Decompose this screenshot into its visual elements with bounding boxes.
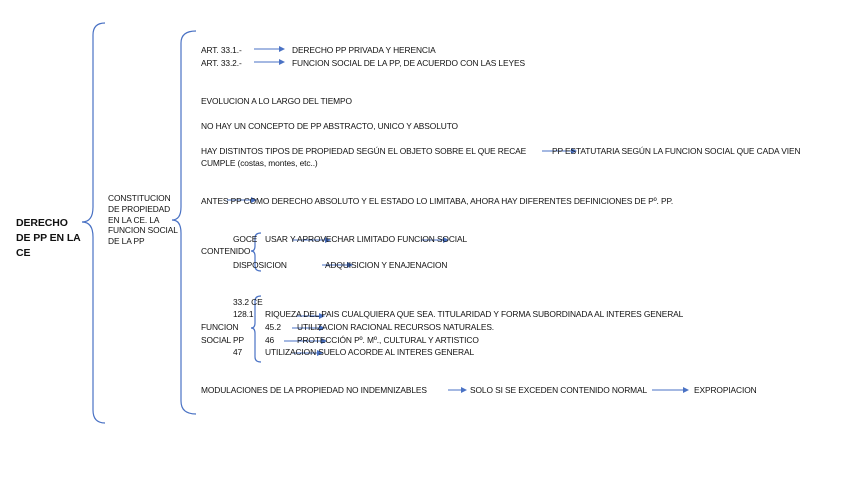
art-332-label: ART. 33.2.- [201,58,242,68]
funcion-text: PROTECCIÓN Pº. Mº., CULTURAL Y ARTISTICO [297,335,479,345]
cumple-text: CUMPLE (costas, montes, etc..) [201,158,318,168]
contenido-label: CONTENIDO [201,246,251,256]
funcion-text: UTILIZACION SUELO ACORDE AL INTERES GENERAL [265,347,475,357]
art-331-label: ART. 33.1.- [201,45,242,55]
antes-text: ANTES PP COMO DERECHO ABSOLUTO Y EL ESTADO LO LIMITABA, AHORA HAY DIFERENTES DEFINICIONES DE Pº. PP. [201,196,674,206]
solo-si-text: SOLO SI SE EXCEDEN CONTENIDO NORMAL [470,385,648,395]
expropiacion-text: EXPROPIACION [694,385,757,395]
disposicion-text: ADQUISICION Y ENAJENACION [325,260,448,270]
funcion-label-2: SOCIAL PP [201,335,245,345]
funcion-num: 128.1 [233,309,254,319]
funcion-text: UTILIZACION RACIONAL RECURSOS NATURALES. [297,322,495,332]
art-332-target: FUNCION SOCIAL DE LA PP, DE ACUERDO CON LAS LEYES [292,58,525,68]
no-hay-text: NO HAY UN CONCEPTO DE PP ABSTRACTO, UNICO Y ABSOLUTO [201,121,458,131]
funcion-label-1: FUNCION [201,322,239,332]
hay-distintos-text: HAY DISTINTOS TIPOS DE PROPIEDAD SEGÚN EL OBJETO SOBRE EL QUE RECAE [201,146,527,156]
goce-text: USAR Y APROVECHAR LIMITADO FUNCION SOCIAL [265,234,468,244]
main-brace [82,23,105,423]
sub-title: CONSTITUCION DE PROPIEDAD EN LA CE. LA FUNCION SOCIAL DE LA PP [108,193,178,247]
evolucion-text: EVOLUCION A LO LARGO DEL TIEMPO [201,96,352,106]
modulaciones-text: MODULACIONES DE LA PROPIEDAD NO INDEMNIZABLES [201,385,427,395]
disposicion-label: DISPOSICION [233,260,287,270]
funcion-text: RIQUEZA DEL PAIS CUALQUIERA QUE SEA. TITULARIDAD Y FORMA SUBORDINADA AL INTERES GENERAL [265,309,684,319]
main-title: DERECHO DE PP EN LA CE [16,217,81,259]
funcion-num: 33.2 CE [233,297,263,307]
art-331-target: DERECHO PP PRIVADA Y HERENCIA [292,45,436,55]
funcion-num: 46 [265,335,275,345]
funcion-num: 45.2 [265,322,281,332]
goce-label: GOCE [233,234,258,244]
funcion-num: 47 [233,347,243,357]
pp-estatutaria-text: PP ESTATUTARIA SEGÚN LA FUNCION SOCIAL QUE CADA VIEN [552,146,801,156]
